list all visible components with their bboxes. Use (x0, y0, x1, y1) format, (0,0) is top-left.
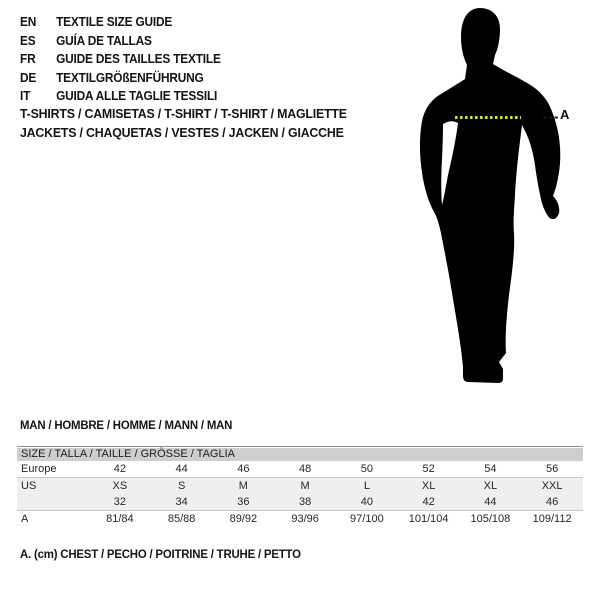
language-row (20, 50, 221, 69)
size-cell: 81/84 (106, 513, 134, 525)
size-cell: 34 (175, 496, 188, 508)
size-cell: 54 (484, 463, 497, 475)
size-cell: XS (112, 480, 128, 492)
size-cell: L (363, 480, 370, 492)
size-cell: M (238, 480, 248, 492)
size-cell: 109/112 (532, 513, 572, 525)
category-line-jackets: JACKETS / CHAQUETAS / VESTES / JACKEN / GIACCHE (20, 124, 344, 140)
language-guide-title: GUIDA ALLE TAGLIE TESSILI (56, 89, 218, 103)
size-table-body (17, 461, 583, 528)
language-code: IT (20, 89, 31, 103)
size-cell: 93/96 (291, 513, 319, 525)
size-cell: 101/104 (408, 513, 449, 525)
language-guide-title: GUIDE DES TAILLES TEXTILE (56, 52, 221, 66)
size-cell: 46 (237, 463, 250, 475)
size-cell: 48 (299, 463, 312, 475)
size-cell: 42 (113, 463, 126, 475)
language-row (20, 87, 221, 106)
language-code: EN (20, 15, 37, 29)
size-cell: 97/100 (350, 513, 384, 525)
size-cell: 46 (546, 496, 559, 508)
size-cell: XXL (541, 480, 563, 492)
language-guide-title: TEXTILGRÖßENFÜHRUNG (56, 70, 204, 85)
size-cell: 50 (360, 463, 373, 475)
size-row-label: Europe (21, 463, 57, 475)
section-title-man: MAN / HOMBRE / HOMME / MANN / MAN (20, 418, 233, 432)
language-guide-title: TEXTILE SIZE GUIDE (56, 15, 173, 29)
size-row-label (17, 494, 89, 510)
man-silhouette-figure (408, 3, 578, 393)
size-cell: 40 (360, 496, 373, 508)
language-row (20, 69, 221, 88)
language-row (20, 32, 221, 51)
language-code: FR (20, 52, 36, 66)
language-code: ES (20, 33, 36, 48)
language-guide (20, 13, 221, 106)
size-cell: S (177, 480, 186, 492)
language-code: DE (20, 70, 37, 85)
size-cell: 38 (299, 496, 312, 508)
size-row-label: A (21, 513, 29, 525)
language-row (20, 13, 221, 32)
size-table-row (17, 477, 583, 494)
size-table-header: SIZE / TALLA / TAILLE / GRÖSSE / TAGLIA (17, 448, 583, 461)
size-cell: XL (421, 480, 436, 492)
size-table-row (17, 461, 583, 477)
size-cell: 44 (175, 463, 188, 475)
man-silhouette-svg (408, 3, 578, 393)
size-table (17, 446, 583, 528)
size-cell: 44 (484, 496, 497, 508)
size-cell: 36 (237, 496, 250, 508)
measurement-footnote: A. (cm) CHEST / PECHO / POITRINE / TRUHE / PETTO (20, 547, 301, 561)
size-cell: XL (483, 480, 498, 492)
size-cell: 32 (113, 496, 126, 508)
size-table-row (17, 511, 583, 528)
size-table-row (17, 494, 583, 511)
size-cell: M (300, 480, 310, 492)
size-cell: 89/92 (229, 513, 258, 525)
man-silhouette-path (420, 8, 560, 383)
size-row-label: US (21, 480, 37, 492)
language-guide-title: GUÍA DE TALLAS (56, 33, 152, 48)
size-cell: 52 (422, 463, 435, 475)
size-cell: 42 (422, 496, 435, 508)
size-cell: 85/88 (167, 513, 196, 525)
size-cell: 105/108 (470, 513, 511, 525)
garment-categories (20, 105, 347, 142)
measurement-label-a: A (560, 107, 570, 122)
category-line-tshirts: T-SHIRTS / CAMISETAS / T-SHIRT / T-SHIRT / MAGLIETTE (20, 106, 347, 121)
size-cell: 56 (546, 463, 559, 475)
